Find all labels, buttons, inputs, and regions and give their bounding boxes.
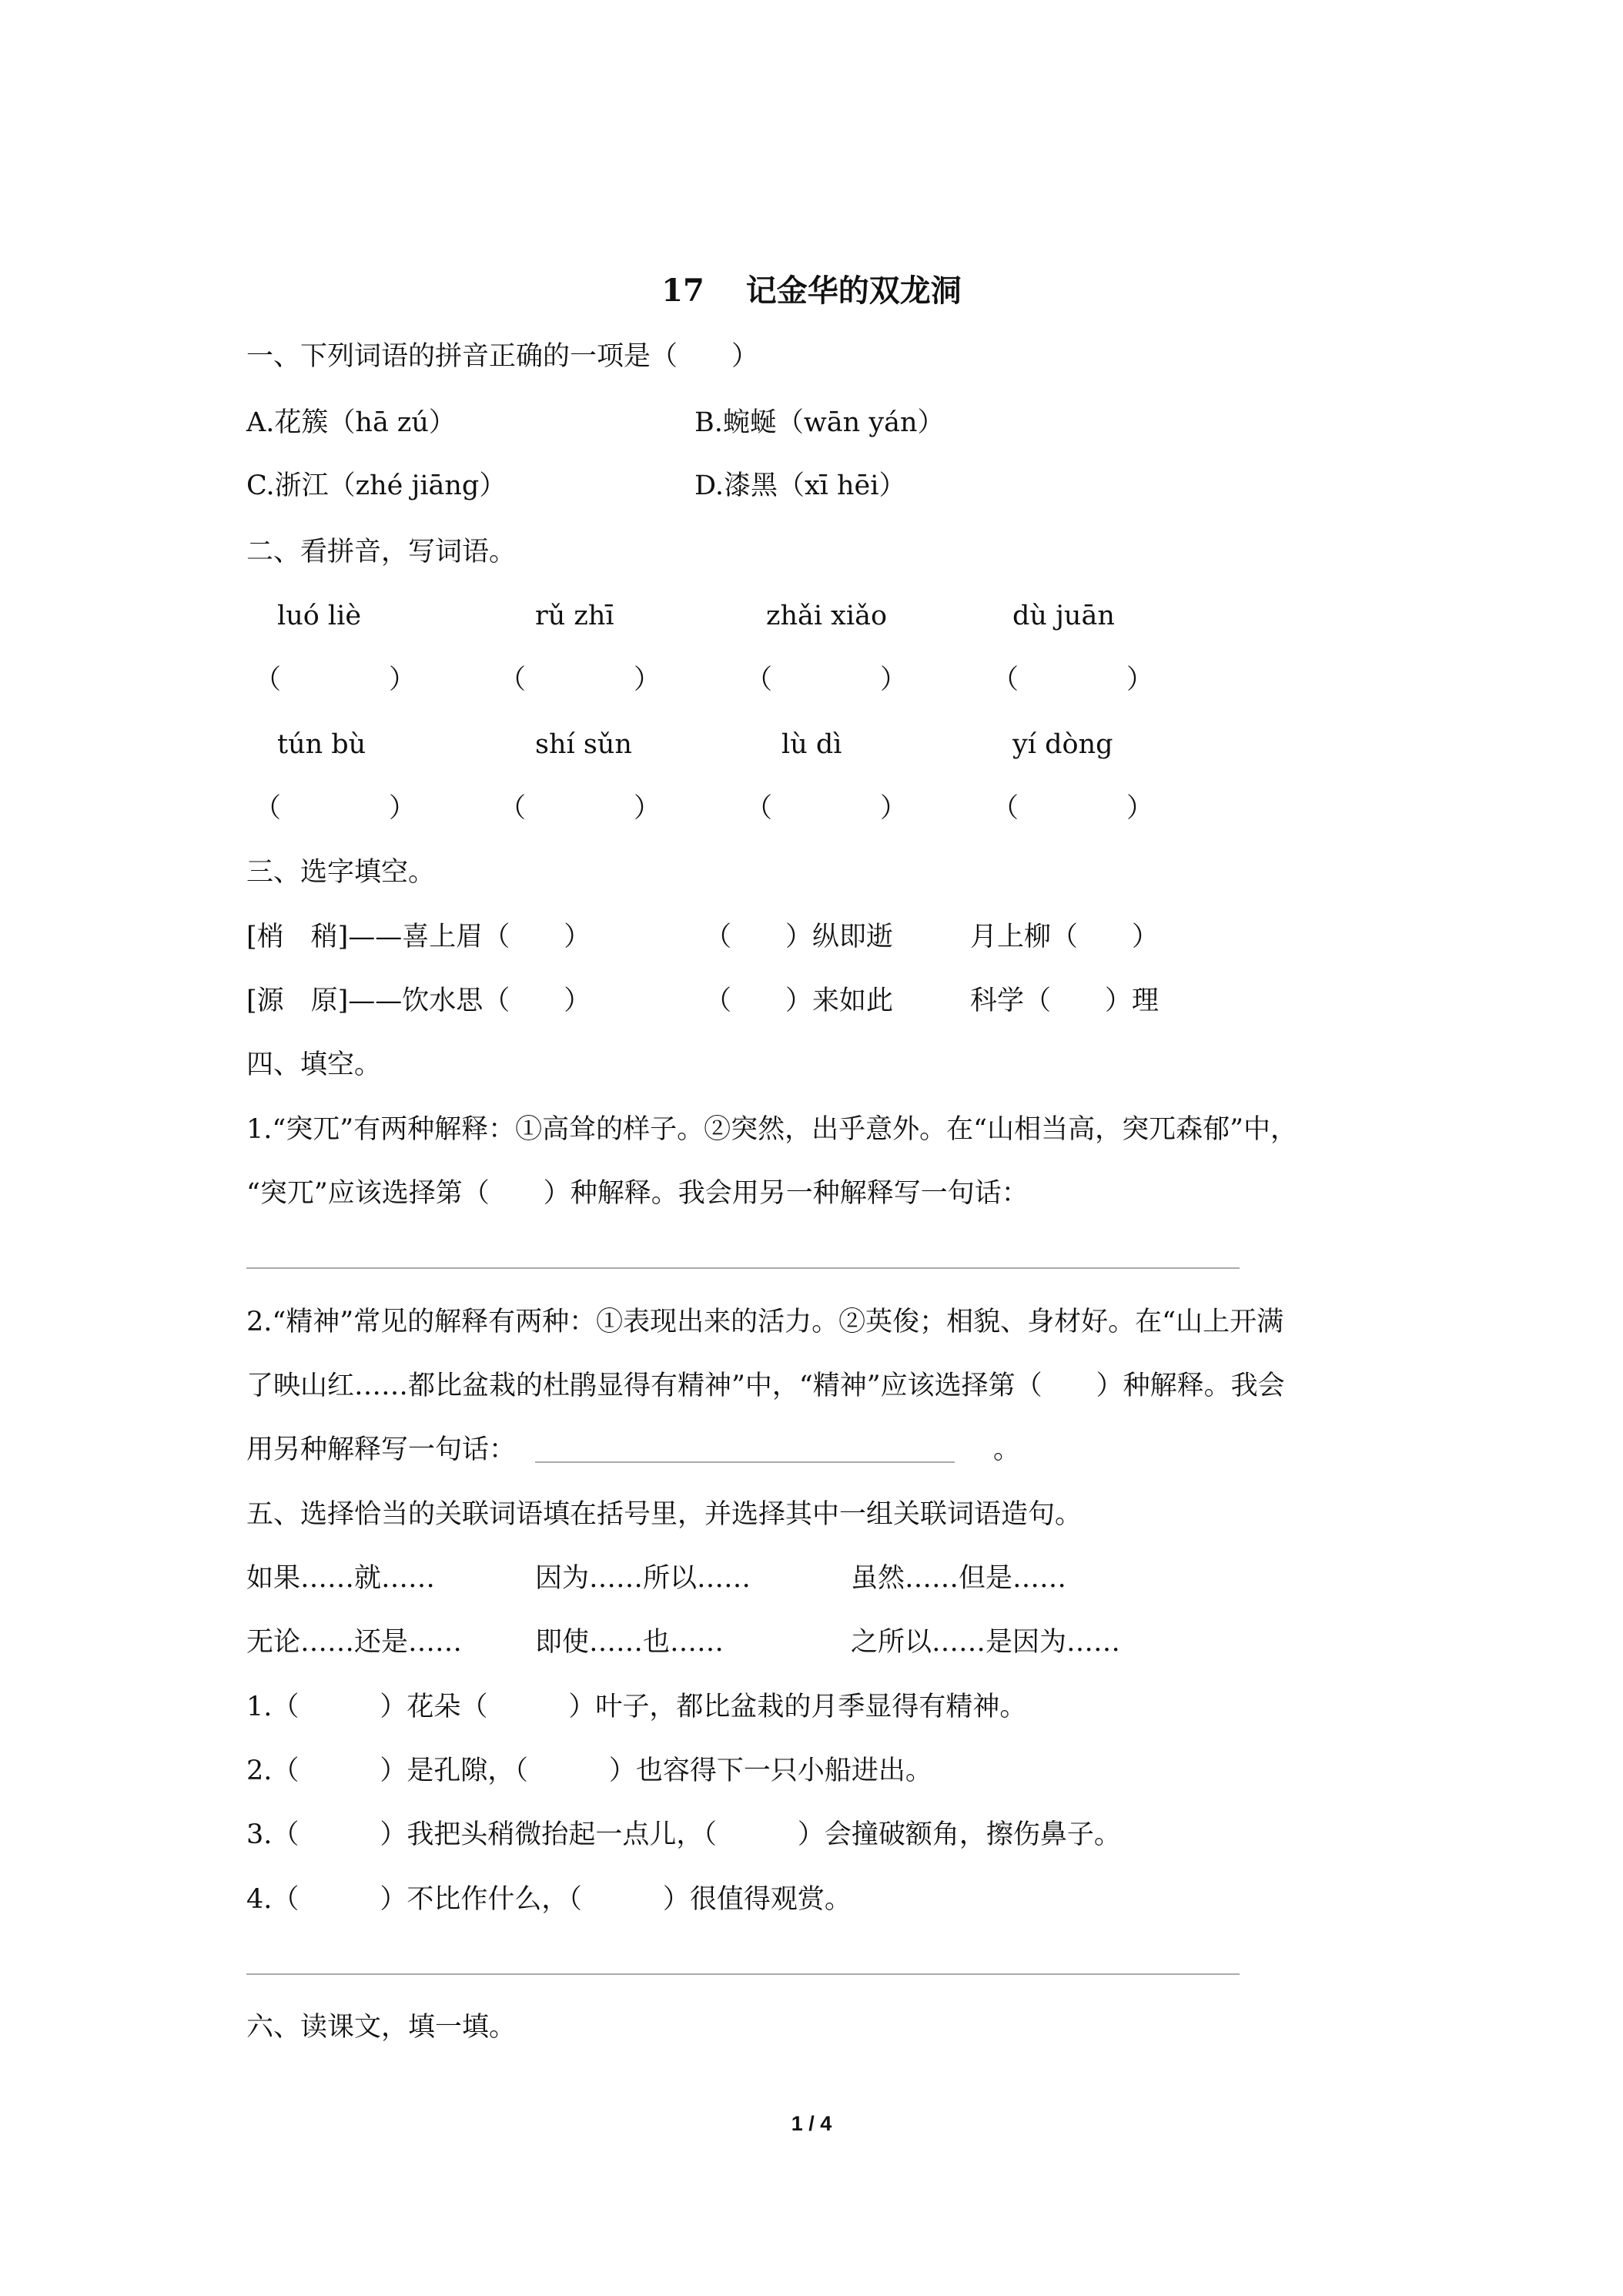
q5-item: 3.（ ）我把头稍微抬起一点儿，（ ）会撞破额角，擦伤鼻子。 bbox=[246, 1819, 1121, 1850]
q3-row1-b: （ ）纵即逝 bbox=[704, 922, 894, 952]
q3-stem: 三、选字填空。 bbox=[246, 857, 436, 888]
pinyin-luo-lie: luó liè bbox=[277, 601, 362, 631]
answer-blank[interactable]: （ ） bbox=[254, 664, 417, 695]
answer-line[interactable] bbox=[535, 1461, 955, 1463]
pinyin-shi-sun: shí sǔn bbox=[535, 729, 632, 760]
answer-blank[interactable]: （ ） bbox=[499, 664, 661, 695]
pinyin-yi-dong: yí dòng bbox=[1012, 729, 1113, 760]
page-title: 17 记金华的双龙洞 bbox=[661, 273, 962, 309]
q3-row1-a: [梢 稍]——喜上眉（ ） bbox=[246, 922, 591, 952]
q1-option-c: C.浙江（zhé jiāng） bbox=[246, 470, 507, 501]
q1-option-a: A.花簇（hā zú） bbox=[246, 407, 456, 438]
q3-row2-c: 科学（ ）理 bbox=[970, 986, 1160, 1016]
q4-item1-line2: “突兀”应该选择第（ ）种解释。我会用另一种解释写一句话： bbox=[246, 1178, 1029, 1209]
q4-item2-line2: 了映山红……都比盆栽的杜鹃显得有精神”中，“精神”应该选择第（ ）种解释。我会 bbox=[246, 1371, 1285, 1401]
pinyin-du-juan: dù juān bbox=[1012, 601, 1115, 631]
answer-blank[interactable]: （ ） bbox=[992, 664, 1154, 695]
q5-item: 1.（ ）花朵（ ）叶子，都比盆栽的月季显得有精神。 bbox=[246, 1692, 1027, 1722]
q3-row2-a: [源 原]——饮水思（ ） bbox=[246, 986, 591, 1016]
q4-item1-line1: 1.“突兀”有两种解释：①高耸的样子。②突然，出乎意外。在“山相当高，突兀森郁”中， bbox=[246, 1114, 1297, 1145]
conjunction-pair: 因为……所以…… bbox=[535, 1563, 751, 1594]
q1-stem: 一、下列词语的拼音正确的一项是（ ） bbox=[246, 341, 759, 372]
answer-line[interactable] bbox=[246, 1973, 1240, 1975]
q6-stem: 六、读课文，填一填。 bbox=[246, 2012, 517, 2043]
answer-blank[interactable]: （ ） bbox=[254, 793, 417, 824]
q3-row2-b: （ ）来如此 bbox=[704, 986, 894, 1016]
conjunction-pair: 虽然……但是…… bbox=[851, 1563, 1067, 1594]
conjunction-pair: 无论……还是…… bbox=[246, 1627, 463, 1658]
q5-item: 4.（ ）不比作什么，（ ）很值得观赏。 bbox=[246, 1884, 852, 1915]
pinyin-zhai-xiao: zhǎi xiǎo bbox=[766, 601, 888, 631]
q4-stem: 四、填空。 bbox=[246, 1049, 382, 1080]
pinyin-lu-di: lù dì bbox=[781, 729, 842, 760]
q3-row1-c: 月上柳（ ） bbox=[970, 922, 1160, 952]
conjunction-pair: 之所以……是因为…… bbox=[851, 1627, 1121, 1658]
q4-item2-line1: 2.“精神”常见的解释有两种：①表现出来的活力。②英俊；相貌、身材好。在“山上开满 bbox=[246, 1307, 1284, 1337]
q5-stem: 五、选择恰当的关联词语填在括号里，并选择其中一组关联词语造句。 bbox=[246, 1499, 1083, 1530]
answer-blank[interactable]: （ ） bbox=[745, 664, 908, 695]
conjunction-pair: 即使……也…… bbox=[535, 1627, 724, 1658]
pinyin-ru-zhi: rǔ zhī bbox=[535, 601, 614, 631]
q4-item2-end: 。 bbox=[993, 1434, 1021, 1465]
answer-line[interactable] bbox=[246, 1267, 1240, 1269]
q1-option-b: B.蜿蜒（wān yán） bbox=[694, 407, 945, 438]
page-number: 1 / 4 bbox=[791, 2112, 832, 2135]
answer-blank[interactable]: （ ） bbox=[499, 793, 661, 824]
q5-item: 2.（ ）是孔隙，（ ）也容得下一只小船进出。 bbox=[246, 1755, 932, 1786]
q2-stem: 二、看拼音，写词语。 bbox=[246, 537, 517, 567]
q1-option-d: D.漆黑（xī hēi） bbox=[694, 470, 906, 501]
q4-item2-line3: 用另种解释写一句话： bbox=[246, 1434, 517, 1465]
answer-blank[interactable]: （ ） bbox=[992, 793, 1154, 824]
answer-blank[interactable]: （ ） bbox=[745, 793, 908, 824]
pinyin-tun-bu: tún bù bbox=[277, 729, 366, 760]
conjunction-pair: 如果……就…… bbox=[246, 1563, 436, 1594]
